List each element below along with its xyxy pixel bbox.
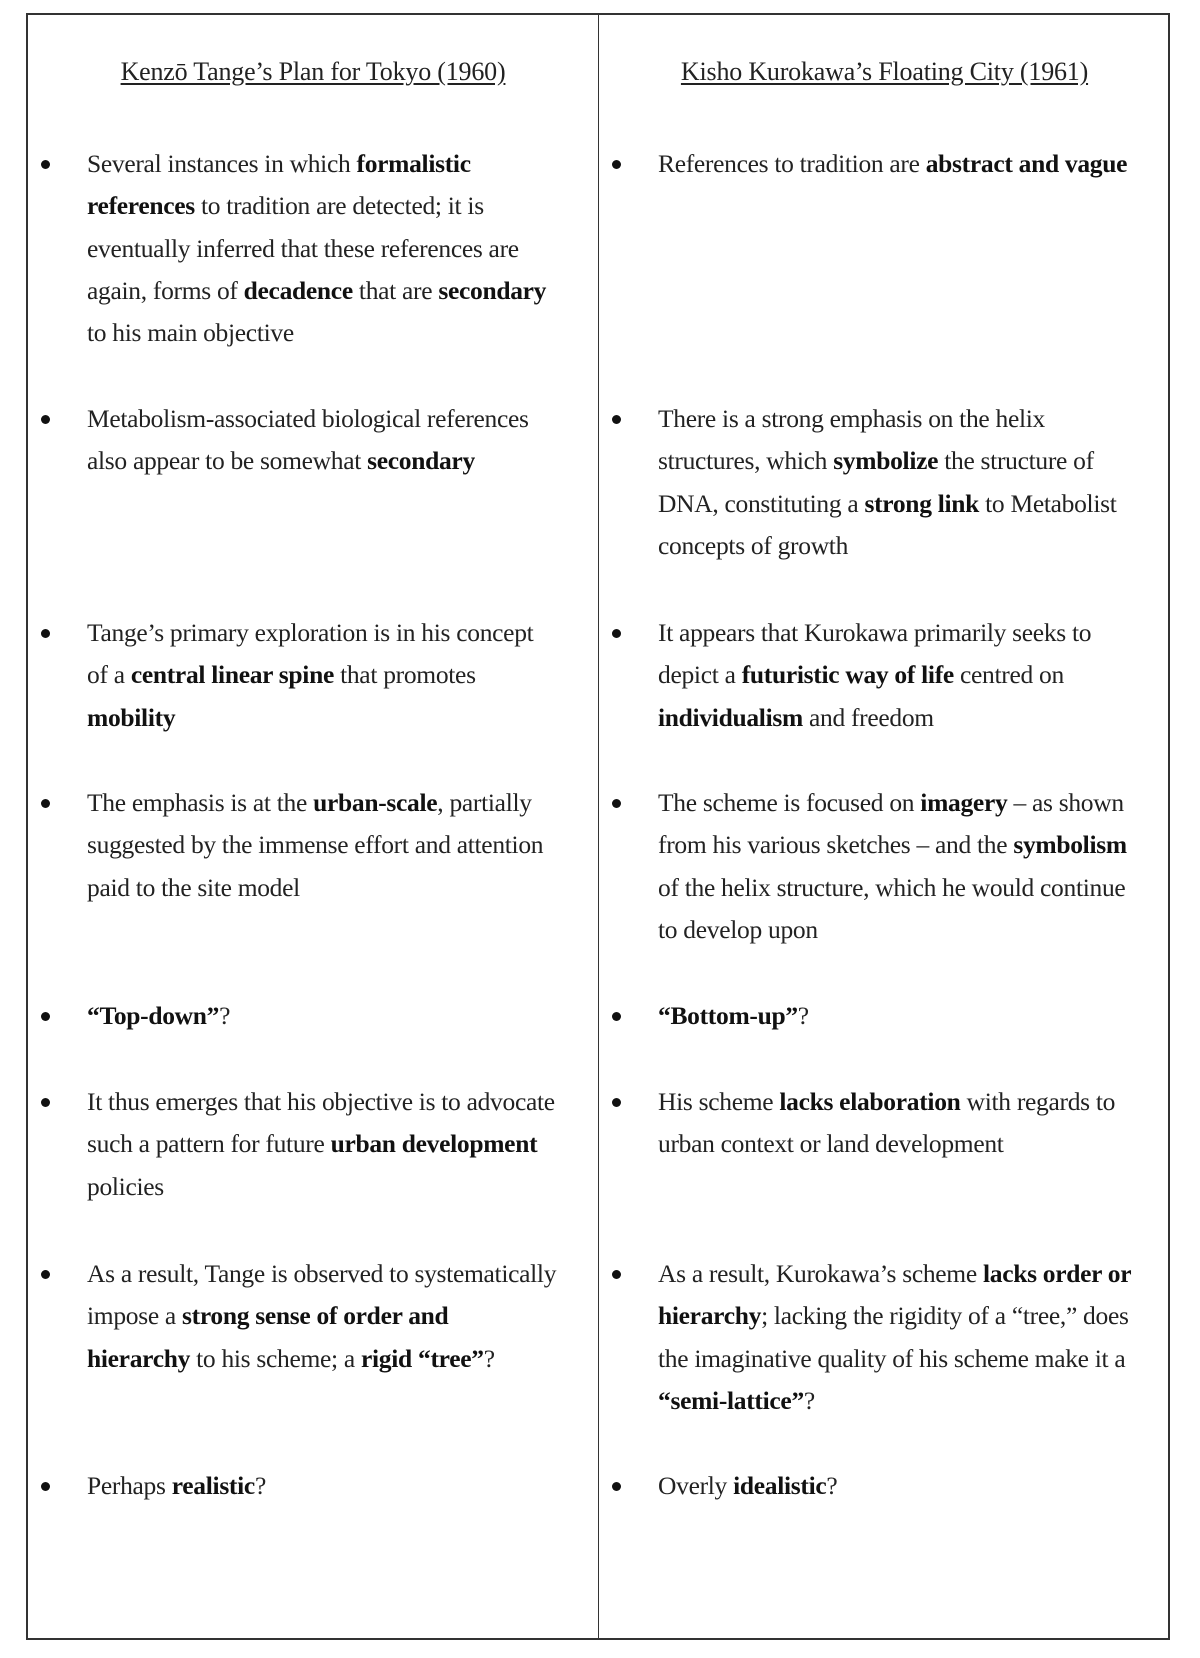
- bold-text: symbolism: [1013, 830, 1127, 860]
- text: , partially suggested by the immense effort and attention paid to the site model: [87, 788, 544, 902]
- text: – as shown from his various sketches – and the: [658, 788, 1124, 860]
- bullet-icon: [612, 1098, 621, 1107]
- bold-text: “Bottom-up”: [658, 1001, 798, 1030]
- text: It appears that Kurokawa primarily seeks to depict a: [658, 618, 1092, 690]
- list-item: [658, 1081, 1133, 1166]
- text: to his scheme; a: [190, 1343, 361, 1373]
- text: ; lacking the rigidity of a “tree,” does the imaginative quality of his scheme make it a: [658, 1301, 1129, 1373]
- text: As a result, Kurokawa’s scheme: [658, 1259, 983, 1288]
- text: ?: [483, 1343, 495, 1373]
- text: Metabolism-associated biological references also appear to be somewhat: [87, 404, 529, 476]
- bullet-icon: [612, 1482, 621, 1491]
- bold-text: individualism: [658, 702, 803, 732]
- text: Perhaps: [87, 1471, 172, 1500]
- text: policies: [87, 1171, 164, 1201]
- bullet-icon: [41, 1482, 50, 1491]
- bold-text: central linear spine: [130, 660, 334, 690]
- bold-text: urban-scale: [313, 788, 438, 817]
- text: The emphasis is at the: [87, 788, 314, 817]
- bold-text: abstract and vague: [925, 149, 1128, 178]
- text: ?: [254, 1471, 266, 1500]
- bullet-icon: [41, 799, 50, 808]
- list-item: [658, 995, 1133, 1037]
- text: It thus emerges that his objective is to advocate such a pattern for future: [87, 1087, 555, 1159]
- column-heading: Kenzō Tange’s Plan for Tokyo (1960): [120, 57, 506, 86]
- bold-text: “semi-lattice”: [658, 1385, 804, 1415]
- bullet-icon: [612, 1012, 621, 1021]
- text: ?: [826, 1471, 838, 1500]
- bold-text: mobility: [87, 702, 176, 732]
- list-item: [87, 398, 557, 483]
- text: Several instances in which: [87, 149, 357, 178]
- text: that are: [352, 275, 439, 305]
- list-item: [658, 1253, 1133, 1422]
- text: to Metabolist concepts of growth: [658, 488, 1117, 560]
- bold-text: “Top-down”: [87, 1001, 220, 1030]
- list-item: [87, 1253, 557, 1380]
- text: His scheme: [658, 1087, 780, 1116]
- column-heading: Kisho Kurokawa’s Floating City (1961): [680, 57, 1089, 86]
- bold-text: formalistic references: [87, 149, 471, 221]
- list-item: [87, 1081, 557, 1208]
- list-item: [87, 612, 557, 739]
- bullet-icon: [612, 799, 621, 808]
- bold-text: urban development: [330, 1129, 538, 1159]
- text: with regards to urban context or land development: [658, 1087, 1116, 1159]
- list-item: [658, 782, 1133, 951]
- bullet-icon: [41, 629, 50, 638]
- kurokawa-column: [599, 15, 1170, 1638]
- text: of the helix structure, which he would continue to develop upon: [658, 872, 1126, 944]
- bullet-icon: [41, 415, 50, 424]
- text: the structure of DNA, constituting a: [658, 446, 1094, 518]
- bold-text: secondary: [367, 446, 475, 476]
- text: References to tradition are: [658, 149, 926, 178]
- bold-text: strong link: [864, 488, 980, 518]
- bold-text: lacks order or hierarchy: [658, 1259, 1131, 1331]
- bold-text: futuristic way of life: [741, 660, 954, 690]
- text: As a result, Tange is observed to systematically impose a: [87, 1259, 557, 1331]
- bold-text: lacks elaboration: [779, 1087, 961, 1116]
- tange-column: [28, 15, 598, 1638]
- text: that promotes: [334, 660, 476, 690]
- text: to his main objective: [87, 318, 294, 348]
- bullet-icon: [612, 1270, 621, 1279]
- bold-text: strong sense of order and hierarchy: [87, 1301, 449, 1373]
- bullet-icon: [41, 1012, 50, 1021]
- list-item: [87, 1465, 557, 1507]
- text: to tradition are detected; it is eventually inferred that these references are again, forms of: [87, 191, 519, 305]
- bullet-icon: [41, 160, 50, 169]
- bullet-icon: [41, 1098, 50, 1107]
- list-item: [658, 1465, 1133, 1507]
- text: Tange’s primary exploration is in his concept of a: [87, 618, 534, 690]
- text: and freedom: [802, 702, 934, 732]
- bold-text: secondary: [438, 275, 547, 305]
- bold-text: idealistic: [733, 1471, 827, 1500]
- text: ?: [219, 1001, 231, 1030]
- bullet-icon: [612, 629, 621, 638]
- bold-text: symbolize: [833, 446, 939, 476]
- list-item: [87, 143, 557, 354]
- text: Overly: [658, 1471, 734, 1500]
- list-item: [658, 612, 1133, 739]
- bullet-icon: [612, 415, 621, 424]
- text: centred on: [953, 660, 1064, 690]
- list-item: [87, 995, 557, 1037]
- bold-text: rigid “tree”: [361, 1343, 484, 1373]
- bold-text: realistic: [171, 1471, 255, 1500]
- bullet-icon: [41, 1270, 50, 1279]
- text: ?: [797, 1001, 809, 1030]
- comparison-table: [26, 13, 1170, 1640]
- bold-text: imagery: [920, 788, 1008, 817]
- list-item: [87, 782, 557, 909]
- text: There is a strong emphasis on the helix structures, which: [658, 404, 1045, 476]
- bold-text: decadence: [243, 275, 353, 305]
- list-item: [658, 398, 1133, 567]
- text: ?: [803, 1385, 815, 1415]
- bullet-icon: [612, 160, 621, 169]
- text: The scheme is focused on: [658, 788, 921, 817]
- list-item: [658, 143, 1133, 185]
